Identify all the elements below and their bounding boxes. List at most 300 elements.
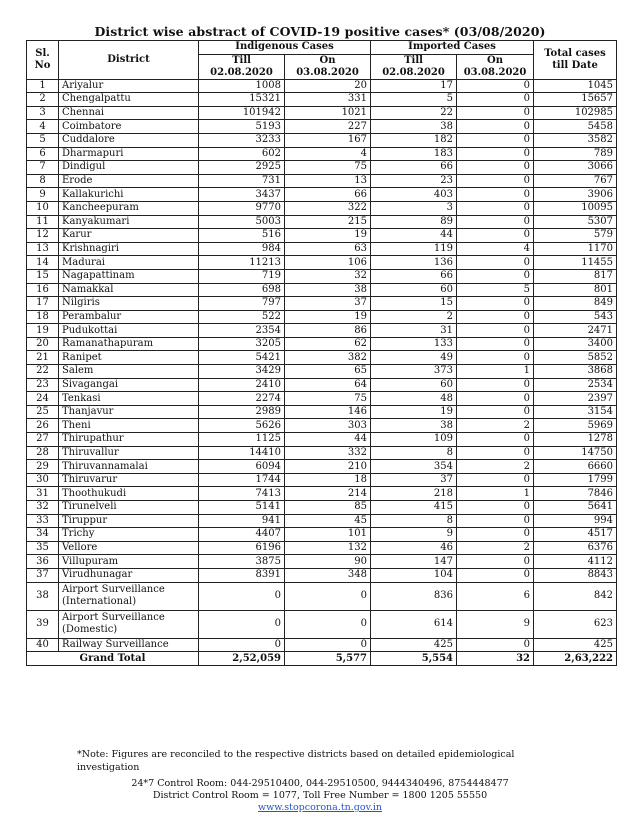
cell-sl-no: 6 xyxy=(27,147,59,161)
cell-total: 1278 xyxy=(534,433,617,447)
cell-imported-till: 44 xyxy=(371,229,457,243)
cell-indigenous-on: 45 xyxy=(285,514,371,528)
cell-indigenous-till: 1008 xyxy=(199,79,285,93)
cell-indigenous-on: 0 xyxy=(285,638,371,652)
cell-indigenous-on: 382 xyxy=(285,351,371,365)
cell-district: Dharmapuri xyxy=(59,147,199,161)
cell-indigenous-till: 6196 xyxy=(199,541,285,555)
cell-sl-no: 30 xyxy=(27,473,59,487)
cell-indigenous-on: 37 xyxy=(285,297,371,311)
table-row xyxy=(27,93,617,107)
table-row xyxy=(27,541,617,555)
cell-total: 425 xyxy=(534,638,617,652)
table-row xyxy=(27,365,617,379)
cell-sl-no: 25 xyxy=(27,405,59,419)
cell-imported-till: 109 xyxy=(371,433,457,447)
cell-sl-no: 23 xyxy=(27,378,59,392)
table-row xyxy=(27,229,617,243)
cell-total: 2471 xyxy=(534,324,617,338)
cell-indigenous-on: 64 xyxy=(285,378,371,392)
cell-total: 10095 xyxy=(534,201,617,215)
cell-imported-till: 104 xyxy=(371,568,457,582)
cell-sl-no: 11 xyxy=(27,215,59,229)
cell-total: 7846 xyxy=(534,487,617,501)
cell-sl-no: 31 xyxy=(27,487,59,501)
control-room-numbers: 24*7 Control Room: 044-29510400, 044-29510500, 9444340496, 8754448477 xyxy=(131,778,509,789)
cell-sl-no: 3 xyxy=(27,106,59,120)
table-row xyxy=(27,555,617,569)
cell-total: 3400 xyxy=(534,337,617,351)
cell-indigenous-on: 44 xyxy=(285,433,371,447)
cell-imported-till: 23 xyxy=(371,174,457,188)
table-row xyxy=(27,256,617,270)
cell-sl-no: 38 xyxy=(27,582,59,610)
cell-imported-on: 0 xyxy=(457,147,534,161)
cell-total: 11455 xyxy=(534,256,617,270)
cell-indigenous-on: 18 xyxy=(285,473,371,487)
cell-imported-on: 0 xyxy=(457,229,534,243)
cell-imported-till: 46 xyxy=(371,541,457,555)
cell-indigenous-on: 106 xyxy=(285,256,371,270)
cell-indigenous-on: 38 xyxy=(285,283,371,297)
cell-indigenous-till: 797 xyxy=(199,297,285,311)
cell-imported-till: 48 xyxy=(371,392,457,406)
cell-indigenous-till: 5193 xyxy=(199,120,285,134)
cell-indigenous-till: 2274 xyxy=(199,392,285,406)
cell-indigenous-on: 85 xyxy=(285,501,371,515)
cell-sl-no: 39 xyxy=(27,610,59,638)
table-row xyxy=(27,419,617,433)
cell-district: Namakkal xyxy=(59,283,199,297)
grand-total-label: Grand Total xyxy=(27,652,199,666)
cell-total: 994 xyxy=(534,514,617,528)
cell-sl-no: 17 xyxy=(27,297,59,311)
cell-indigenous-till: 6094 xyxy=(199,460,285,474)
cell-district: Kanyakumari xyxy=(59,215,199,229)
cell-indigenous-on: 19 xyxy=(285,229,371,243)
cell-sl-no: 10 xyxy=(27,201,59,215)
cell-imported-till: 2 xyxy=(371,310,457,324)
cell-imported-on: 0 xyxy=(457,324,534,338)
cell-imported-on: 0 xyxy=(457,473,534,487)
cell-district: Pudukottai xyxy=(59,324,199,338)
cell-indigenous-till: 719 xyxy=(199,269,285,283)
cell-total: 102985 xyxy=(534,106,617,120)
cell-total: 789 xyxy=(534,147,617,161)
table-row xyxy=(27,215,617,229)
cell-imported-on: 0 xyxy=(457,392,534,406)
cell-indigenous-on: 215 xyxy=(285,215,371,229)
cell-district: Thiruvallur xyxy=(59,446,199,460)
cell-indigenous-on: 63 xyxy=(285,242,371,256)
cell-imported-on: 0 xyxy=(457,133,534,147)
cell-total: 5852 xyxy=(534,351,617,365)
website-link[interactable]: www.stopcorona.tn.gov.in xyxy=(257,802,383,813)
cell-indigenous-on: 86 xyxy=(285,324,371,338)
cell-imported-till: 5 xyxy=(371,93,457,107)
cell-indigenous-on: 132 xyxy=(285,541,371,555)
cell-sl-no: 21 xyxy=(27,351,59,365)
cell-indigenous-till: 5626 xyxy=(199,419,285,433)
cell-sl-no: 26 xyxy=(27,419,59,433)
cell-sl-no: 14 xyxy=(27,256,59,270)
cell-imported-till: 183 xyxy=(371,147,457,161)
cell-district: Thanjavur xyxy=(59,405,199,419)
cell-indigenous-on: 75 xyxy=(285,392,371,406)
table-row xyxy=(27,324,617,338)
table-row xyxy=(27,568,617,582)
cell-imported-till: 66 xyxy=(371,269,457,283)
cell-district: Vellore xyxy=(59,541,199,555)
cell-total: 2397 xyxy=(534,392,617,406)
header-indigenous-cases: Indigenous Cases xyxy=(199,41,371,55)
cell-imported-till: 354 xyxy=(371,460,457,474)
cell-sl-no: 34 xyxy=(27,528,59,542)
cell-district: Kallakurichi xyxy=(59,188,199,202)
cell-total: 15657 xyxy=(534,93,617,107)
cell-total: 6376 xyxy=(534,541,617,555)
cell-district: Erode xyxy=(59,174,199,188)
cell-total: 6660 xyxy=(534,460,617,474)
cell-total: 1170 xyxy=(534,242,617,256)
table-row xyxy=(27,446,617,460)
table-row xyxy=(27,405,617,419)
grand-total-indigenous-till: 2,52,059 xyxy=(199,652,285,666)
cell-total: 3154 xyxy=(534,405,617,419)
table-row xyxy=(27,501,617,515)
cell-indigenous-till: 15321 xyxy=(199,93,285,107)
cell-total: 14750 xyxy=(534,446,617,460)
cell-imported-till: 60 xyxy=(371,283,457,297)
cell-indigenous-on: 0 xyxy=(285,610,371,638)
cell-imported-on: 0 xyxy=(457,638,534,652)
cell-imported-on: 0 xyxy=(457,79,534,93)
cell-imported-till: 19 xyxy=(371,405,457,419)
cell-imported-on: 0 xyxy=(457,120,534,134)
document-title: District wise abstract of COVID-19 positive cases* (03/08/2020) xyxy=(94,24,546,39)
footnote: *Note: Figures are reconciled to the respective districts based on detailed epidemiological investigation xyxy=(77,749,515,773)
covid-abstract-table xyxy=(26,40,617,666)
cell-imported-on: 0 xyxy=(457,514,534,528)
header-imported-cases: Imported Cases xyxy=(371,41,534,55)
cell-imported-till: 31 xyxy=(371,324,457,338)
cell-indigenous-till: 11213 xyxy=(199,256,285,270)
cell-imported-till: 415 xyxy=(371,501,457,515)
grand-total-all: 2,63,222 xyxy=(534,652,617,666)
cell-indigenous-on: 101 xyxy=(285,528,371,542)
cell-indigenous-on: 322 xyxy=(285,201,371,215)
cell-indigenous-till: 522 xyxy=(199,310,285,324)
cell-imported-on: 1 xyxy=(457,365,534,379)
cell-total: 4112 xyxy=(534,555,617,569)
cell-imported-till: 22 xyxy=(371,106,457,120)
cell-imported-till: 133 xyxy=(371,337,457,351)
grand-total-row xyxy=(27,652,617,666)
cell-indigenous-till: 516 xyxy=(199,229,285,243)
cell-sl-no: 37 xyxy=(27,568,59,582)
cell-sl-no: 32 xyxy=(27,501,59,515)
header-indigenous-till: Till 02.08.2020 xyxy=(199,54,285,79)
cell-sl-no: 33 xyxy=(27,514,59,528)
cell-sl-no: 16 xyxy=(27,283,59,297)
cell-sl-no: 13 xyxy=(27,242,59,256)
cell-sl-no: 1 xyxy=(27,79,59,93)
cell-district: Ariyalur xyxy=(59,79,199,93)
cell-sl-no: 9 xyxy=(27,188,59,202)
cell-indigenous-till: 3437 xyxy=(199,188,285,202)
cell-district: Virudhunagar xyxy=(59,568,199,582)
cell-district: Trichy xyxy=(59,528,199,542)
table-row xyxy=(27,460,617,474)
cell-imported-till: 37 xyxy=(371,473,457,487)
cell-district: Krishnagiri xyxy=(59,242,199,256)
header-imported-till: Till 02.08.2020 xyxy=(371,54,457,79)
header-imported-on: On 03.08.2020 xyxy=(457,54,534,79)
cell-total: 849 xyxy=(534,297,617,311)
cell-indigenous-on: 32 xyxy=(285,269,371,283)
cell-indigenous-till: 731 xyxy=(199,174,285,188)
cell-total: 3582 xyxy=(534,133,617,147)
cell-total: 4517 xyxy=(534,528,617,542)
cell-indigenous-till: 5141 xyxy=(199,501,285,515)
cell-indigenous-till: 9770 xyxy=(199,201,285,215)
table-row xyxy=(27,378,617,392)
cell-imported-on: 0 xyxy=(457,161,534,175)
cell-imported-on: 0 xyxy=(457,568,534,582)
cell-indigenous-on: 0 xyxy=(285,582,371,610)
cell-indigenous-till: 602 xyxy=(199,147,285,161)
cell-indigenous-till: 0 xyxy=(199,582,285,610)
cell-indigenous-till: 1744 xyxy=(199,473,285,487)
cell-imported-till: 119 xyxy=(371,242,457,256)
cell-total: 767 xyxy=(534,174,617,188)
cell-district: Railway Surveillance xyxy=(59,638,199,652)
cell-district: Airport Surveillance (International) xyxy=(59,582,199,610)
cell-indigenous-on: 90 xyxy=(285,555,371,569)
cell-indigenous-on: 4 xyxy=(285,147,371,161)
cell-imported-on: 0 xyxy=(457,337,534,351)
cell-indigenous-till: 3233 xyxy=(199,133,285,147)
cell-indigenous-till: 2410 xyxy=(199,378,285,392)
cell-indigenous-till: 941 xyxy=(199,514,285,528)
cell-indigenous-on: 303 xyxy=(285,419,371,433)
cell-imported-on: 0 xyxy=(457,201,534,215)
cell-indigenous-on: 75 xyxy=(285,161,371,175)
cell-indigenous-till: 698 xyxy=(199,283,285,297)
grand-total-imported-till: 5,554 xyxy=(371,652,457,666)
cell-imported-on: 0 xyxy=(457,106,534,120)
cell-indigenous-on: 331 xyxy=(285,93,371,107)
table-row xyxy=(27,582,617,610)
cell-district: Tenkasi xyxy=(59,392,199,406)
table-row xyxy=(27,337,617,351)
table-row xyxy=(27,174,617,188)
cell-imported-on: 0 xyxy=(457,433,534,447)
table-row xyxy=(27,106,617,120)
cell-imported-on: 0 xyxy=(457,188,534,202)
cell-district: Coimbatore xyxy=(59,120,199,134)
cell-indigenous-on: 332 xyxy=(285,446,371,460)
table-row xyxy=(27,79,617,93)
cell-indigenous-till: 3875 xyxy=(199,555,285,569)
cell-imported-on: 0 xyxy=(457,215,534,229)
header-district: District xyxy=(59,41,199,80)
cell-total: 1045 xyxy=(534,79,617,93)
cell-imported-till: 15 xyxy=(371,297,457,311)
cell-indigenous-on: 66 xyxy=(285,188,371,202)
cell-sl-no: 36 xyxy=(27,555,59,569)
cell-indigenous-on: 62 xyxy=(285,337,371,351)
cell-district: Theni xyxy=(59,419,199,433)
cell-imported-on: 0 xyxy=(457,501,534,515)
cell-indigenous-till: 0 xyxy=(199,610,285,638)
cell-sl-no: 28 xyxy=(27,446,59,460)
cell-indigenous-till: 2354 xyxy=(199,324,285,338)
cell-sl-no: 40 xyxy=(27,638,59,652)
cell-total: 5969 xyxy=(534,419,617,433)
cell-total: 5458 xyxy=(534,120,617,134)
table-row xyxy=(27,514,617,528)
cell-imported-till: 218 xyxy=(371,487,457,501)
cell-imported-till: 3 xyxy=(371,201,457,215)
cell-imported-on: 0 xyxy=(457,256,534,270)
cell-district: Airport Surveillance (Domestic) xyxy=(59,610,199,638)
cell-indigenous-on: 210 xyxy=(285,460,371,474)
cell-sl-no: 18 xyxy=(27,310,59,324)
cell-indigenous-till: 3205 xyxy=(199,337,285,351)
cell-indigenous-till: 2925 xyxy=(199,161,285,175)
cell-indigenous-till: 5003 xyxy=(199,215,285,229)
cell-district: Kancheepuram xyxy=(59,201,199,215)
cell-sl-no: 22 xyxy=(27,365,59,379)
cell-sl-no: 19 xyxy=(27,324,59,338)
cell-indigenous-till: 984 xyxy=(199,242,285,256)
cell-imported-till: 60 xyxy=(371,378,457,392)
cell-district: Tirunelveli xyxy=(59,501,199,515)
cell-imported-till: 49 xyxy=(371,351,457,365)
cell-indigenous-till: 14410 xyxy=(199,446,285,460)
cell-imported-on: 0 xyxy=(457,528,534,542)
cell-imported-till: 66 xyxy=(371,161,457,175)
table-row xyxy=(27,242,617,256)
cell-total: 2534 xyxy=(534,378,617,392)
header-sl-no: Sl. No xyxy=(27,41,59,80)
cell-district: Ramanathapuram xyxy=(59,337,199,351)
cell-sl-no: 24 xyxy=(27,392,59,406)
table-row xyxy=(27,638,617,652)
cell-district: Nagapattinam xyxy=(59,269,199,283)
cell-sl-no: 12 xyxy=(27,229,59,243)
table-row xyxy=(27,269,617,283)
cell-imported-on: 0 xyxy=(457,297,534,311)
table-row xyxy=(27,161,617,175)
cell-sl-no: 27 xyxy=(27,433,59,447)
cell-district: Ranipet xyxy=(59,351,199,365)
cell-imported-on: 0 xyxy=(457,269,534,283)
table-row xyxy=(27,351,617,365)
cell-district: Dindigul xyxy=(59,161,199,175)
cell-indigenous-on: 19 xyxy=(285,310,371,324)
table-row xyxy=(27,433,617,447)
table-row xyxy=(27,297,617,311)
cell-imported-till: 147 xyxy=(371,555,457,569)
table-row xyxy=(27,610,617,638)
cell-imported-on: 5 xyxy=(457,283,534,297)
cell-sl-no: 2 xyxy=(27,93,59,107)
cell-imported-on: 1 xyxy=(457,487,534,501)
cell-imported-till: 8 xyxy=(371,514,457,528)
cell-imported-till: 836 xyxy=(371,582,457,610)
cell-sl-no: 20 xyxy=(27,337,59,351)
cell-imported-till: 38 xyxy=(371,120,457,134)
cell-total: 801 xyxy=(534,283,617,297)
cell-indigenous-on: 20 xyxy=(285,79,371,93)
cell-indigenous-till: 5421 xyxy=(199,351,285,365)
cell-total: 5307 xyxy=(534,215,617,229)
cell-district: Chengalpattu xyxy=(59,93,199,107)
cell-district: Thoothukudi xyxy=(59,487,199,501)
cell-indigenous-till: 3429 xyxy=(199,365,285,379)
cell-imported-till: 373 xyxy=(371,365,457,379)
cell-imported-till: 17 xyxy=(371,79,457,93)
cell-sl-no: 29 xyxy=(27,460,59,474)
cell-district: Cuddalore xyxy=(59,133,199,147)
cell-sl-no: 8 xyxy=(27,174,59,188)
cell-indigenous-till: 101942 xyxy=(199,106,285,120)
cell-total: 579 xyxy=(534,229,617,243)
cell-imported-till: 8 xyxy=(371,446,457,460)
cell-district: Thiruvarur xyxy=(59,473,199,487)
cell-district: Villupuram xyxy=(59,555,199,569)
cell-indigenous-on: 348 xyxy=(285,568,371,582)
cell-indigenous-on: 214 xyxy=(285,487,371,501)
table-row xyxy=(27,201,617,215)
cell-district: Thiruvannamalai xyxy=(59,460,199,474)
contact-block xyxy=(0,778,640,814)
table-row xyxy=(27,147,617,161)
cell-total: 5641 xyxy=(534,501,617,515)
table-row xyxy=(27,473,617,487)
cell-total: 8843 xyxy=(534,568,617,582)
cell-indigenous-on: 146 xyxy=(285,405,371,419)
grand-total-imported-on: 32 xyxy=(457,652,534,666)
cell-total: 623 xyxy=(534,610,617,638)
header-total-cases: Total cases till Date xyxy=(534,41,617,80)
cell-district: Madurai xyxy=(59,256,199,270)
table-row xyxy=(27,392,617,406)
cell-imported-on: 0 xyxy=(457,446,534,460)
cell-total: 3906 xyxy=(534,188,617,202)
cell-imported-on: 2 xyxy=(457,460,534,474)
cell-district: Chennai xyxy=(59,106,199,120)
cell-imported-on: 4 xyxy=(457,242,534,256)
cell-total: 3066 xyxy=(534,161,617,175)
cell-imported-on: 2 xyxy=(457,541,534,555)
cell-district: Salem xyxy=(59,365,199,379)
cell-sl-no: 35 xyxy=(27,541,59,555)
cell-imported-on: 0 xyxy=(457,351,534,365)
cell-indigenous-on: 13 xyxy=(285,174,371,188)
cell-imported-on: 0 xyxy=(457,555,534,569)
cell-imported-till: 403 xyxy=(371,188,457,202)
grand-total-indigenous-on: 5,577 xyxy=(285,652,371,666)
cell-indigenous-on: 167 xyxy=(285,133,371,147)
cell-imported-on: 9 xyxy=(457,610,534,638)
table-row xyxy=(27,120,617,134)
cell-indigenous-till: 0 xyxy=(199,638,285,652)
cell-indigenous-till: 1125 xyxy=(199,433,285,447)
cell-imported-till: 425 xyxy=(371,638,457,652)
